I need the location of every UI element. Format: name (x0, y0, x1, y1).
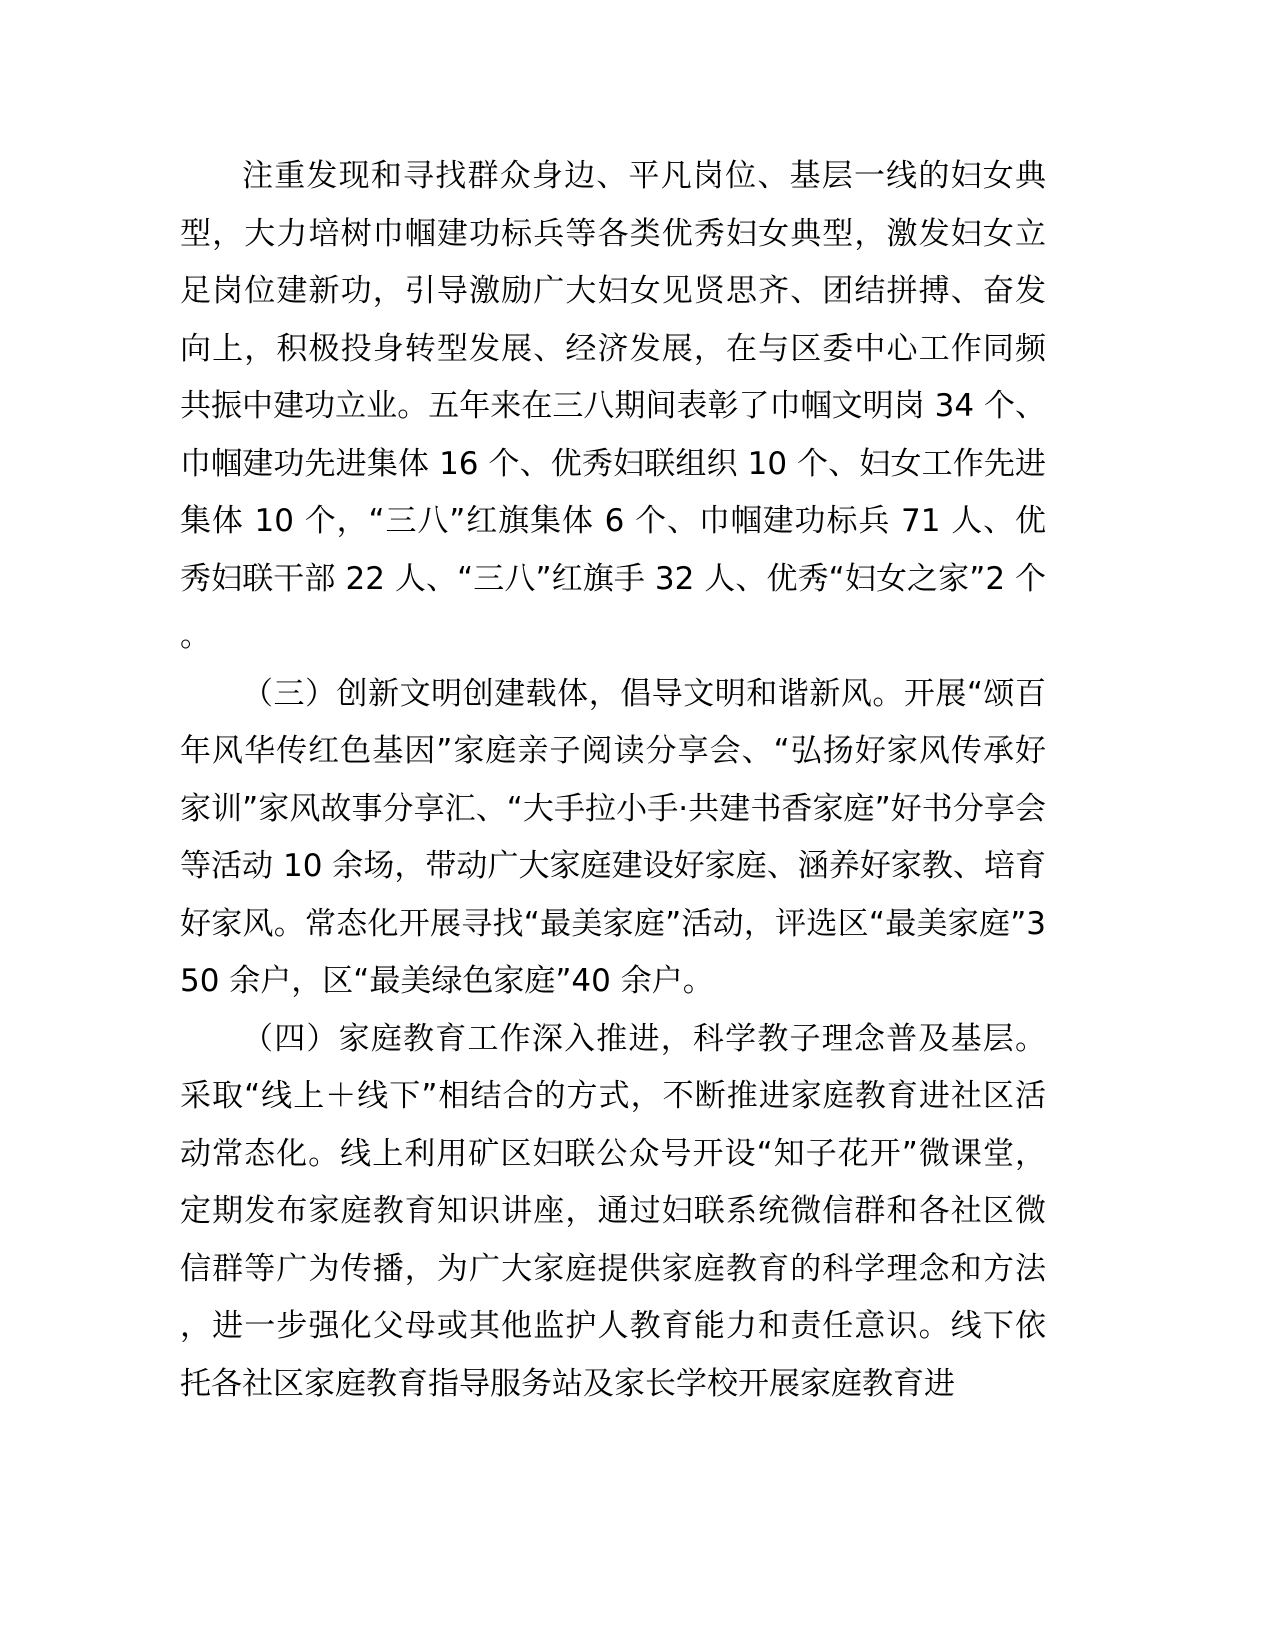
paragraph-family-education: （四）家庭教育工作深入推进，科学教子理念普及基层。采取“线上＋线下”相结合的方式，不断推进家庭教育进社区活动常态化。线上利用矿区妇联公众号开设“知子花开”微课堂，定期发布家庭教育知识讲座，通过妇联系统微信群和各社区微信群等广为传播，为广大家庭提供家庭教育的科学理念和方法，进一步强化父母或其他监护人教育能力和责任意识。线下依托各社区家庭教育指导服务站及家长学校开展家庭教育进 (180, 1020, 1046, 1402)
document-body (180, 148, 1046, 1413)
paragraph-women-role-models: 注重发现和寻找群众身边、平凡岗位、基层一线的妇女典型，大力培树巾帼建功标兵等各类优秀妇女典型，激发妇女立足岗位建新功，引导激励广大妇女见贤思齐、团结拼搏、奋发向上，积极投身转型发展、经济发展，在与区委中心工作同频共振中建功立业。五年来在三八期间表彰了巾帼文明岗 34 个、巾帼建功先进集体 16 个、优秀妇联组织 10 个、妇女工作先进集体 10 个，“三八”红旗集体 6 个、巾帼建功标兵 71 人、优秀妇联干部 22 人、“三八”红旗手 32 人、优秀“妇女之家”2 个。 (180, 158, 1046, 654)
paragraph-civilization-building: （三）创新文明创建载体，倡导文明和谐新风。开展“颂百年风华传红色基因”家庭亲子阅读分享会、“弘扬好家风传承好家训”家风故事分享汇、“大手拉小手·共建书香家庭”好书分享会等活动 10 余场，带动广大家庭建设好家庭、涵养好家教、培育好家风。常态化开展寻找“最美家庭”活动，评选区“最美家庭”350 余户，区“最美绿色家庭”40 余户。 (180, 675, 1046, 999)
